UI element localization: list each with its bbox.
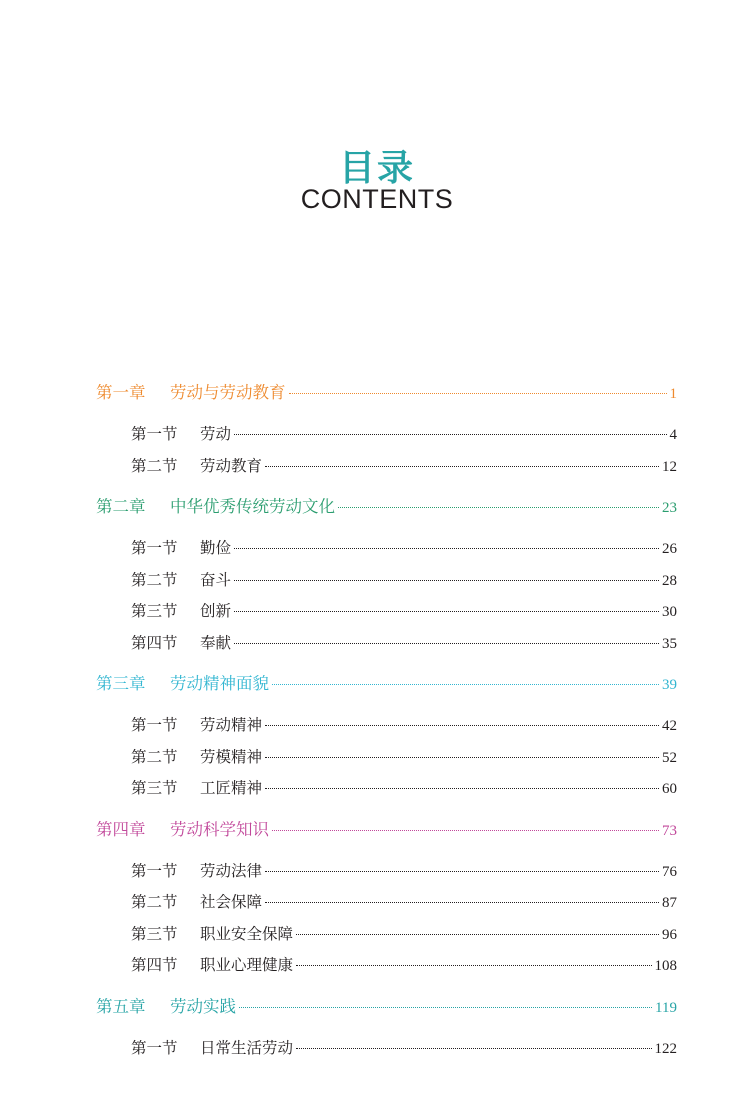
toc-section-entry[interactable]: [131, 421, 677, 447]
toc-section-entry[interactable]: [131, 453, 677, 479]
section-title: 创新: [200, 602, 232, 620]
dot-leader: [234, 579, 659, 581]
toc-chapter-entry[interactable]: [96, 671, 677, 697]
section-number: 第一节: [131, 1039, 178, 1057]
chapter-number: 第三章: [96, 674, 146, 693]
page-number: 23: [662, 500, 677, 516]
page-number: 39: [662, 677, 677, 693]
toc-section-entry[interactable]: [131, 630, 677, 656]
toc-section-entry[interactable]: [131, 858, 677, 884]
dot-leader: [234, 547, 659, 549]
page-number: 73: [662, 823, 677, 839]
chapter-number: 第四章: [96, 820, 146, 839]
chapter-title: 劳动科学知识: [170, 820, 269, 839]
chapter-title: 劳动实践: [170, 997, 236, 1016]
dot-leader: [272, 683, 659, 685]
section-number: 第二节: [131, 893, 178, 911]
chapter-number: 第二章: [96, 497, 146, 516]
toc-chapter-entry[interactable]: [96, 380, 677, 406]
toc-section-entry[interactable]: [131, 921, 677, 947]
chapter-number: 第一章: [96, 383, 146, 402]
page-number: 87: [662, 895, 677, 911]
section-title: 奉献: [200, 634, 232, 652]
dot-leader: [265, 870, 659, 872]
toc-chapter-entry[interactable]: [96, 994, 677, 1020]
toc-chapter-entry[interactable]: [96, 817, 677, 843]
dot-leader: [265, 724, 659, 726]
toc-section-entry[interactable]: [131, 1035, 677, 1061]
page-number: 96: [662, 927, 677, 943]
toc-section-entry[interactable]: [131, 889, 677, 915]
chapter-title: 中华优秀传统劳动文化: [170, 497, 335, 516]
section-number: 第一节: [131, 539, 178, 557]
toc-section-entry[interactable]: [131, 567, 677, 593]
dot-leader: [234, 610, 659, 612]
dot-leader: [289, 392, 667, 394]
toc-section-entry[interactable]: [131, 712, 677, 738]
section-title: 日常生活劳动: [200, 1039, 294, 1057]
dot-leader: [296, 933, 659, 935]
dot-leader: [265, 787, 659, 789]
page-number: 4: [669, 427, 677, 443]
page-number: 76: [662, 864, 677, 880]
dot-leader: [265, 465, 659, 467]
dot-leader: [265, 756, 659, 758]
section-number: 第四节: [131, 956, 178, 974]
page-number: 35: [662, 636, 677, 652]
section-title: 劳动: [200, 425, 232, 443]
toc-section-entry[interactable]: [131, 775, 677, 801]
section-number: 第三节: [131, 602, 178, 620]
section-number: 第三节: [131, 779, 178, 797]
page-number: 122: [654, 1041, 677, 1057]
dot-leader: [234, 642, 659, 644]
page-number: 26: [662, 541, 677, 557]
dot-leader: [234, 433, 666, 435]
section-title: 工匠精神: [200, 779, 263, 797]
chapter-title: 劳动与劳动教育: [170, 383, 286, 402]
page-number: 119: [655, 1000, 677, 1016]
toc-section-entry[interactable]: [131, 952, 677, 978]
dot-leader: [338, 506, 659, 508]
toc-title-english: CONTENTS: [300, 184, 454, 214]
section-title: 劳动法律: [200, 862, 263, 880]
section-title: 职业安全保障: [200, 925, 294, 943]
page-number: 12: [662, 459, 677, 475]
section-title: 奋斗: [200, 571, 232, 589]
section-number: 第三节: [131, 925, 178, 943]
page-number: 1: [669, 386, 677, 402]
section-title: 勤俭: [200, 539, 232, 557]
dot-leader: [272, 829, 659, 831]
page-number: 42: [662, 718, 677, 734]
toc-section-entry[interactable]: [131, 598, 677, 624]
section-title: 社会保障: [200, 893, 263, 911]
toc-chapter-entry[interactable]: [96, 494, 677, 520]
dot-leader: [265, 901, 659, 903]
page-number: 60: [662, 781, 677, 797]
section-title: 劳动精神: [200, 716, 263, 734]
section-title: 劳模精神: [200, 748, 263, 766]
dot-leader: [296, 1047, 651, 1049]
section-number: 第二节: [131, 457, 178, 475]
chapter-title: 劳动精神面貌: [170, 674, 269, 693]
dot-leader: [296, 964, 651, 966]
section-title: 劳动教育: [200, 457, 263, 475]
page-number: 52: [662, 750, 677, 766]
chapter-number: 第五章: [96, 997, 146, 1016]
dot-leader: [239, 1006, 652, 1008]
toc-title-chinese: 目录: [338, 148, 415, 189]
toc-section-entry[interactable]: [131, 535, 677, 561]
section-number: 第一节: [131, 716, 178, 734]
section-number: 第一节: [131, 862, 178, 880]
section-number: 第一节: [131, 425, 178, 443]
section-number: 第四节: [131, 634, 178, 652]
section-number: 第二节: [131, 571, 178, 589]
toc-section-entry[interactable]: [131, 744, 677, 770]
page-number: 28: [662, 573, 677, 589]
section-number: 第二节: [131, 748, 178, 766]
page-number: 108: [654, 958, 677, 974]
page-number: 30: [662, 604, 677, 620]
section-title: 职业心理健康: [200, 956, 294, 974]
